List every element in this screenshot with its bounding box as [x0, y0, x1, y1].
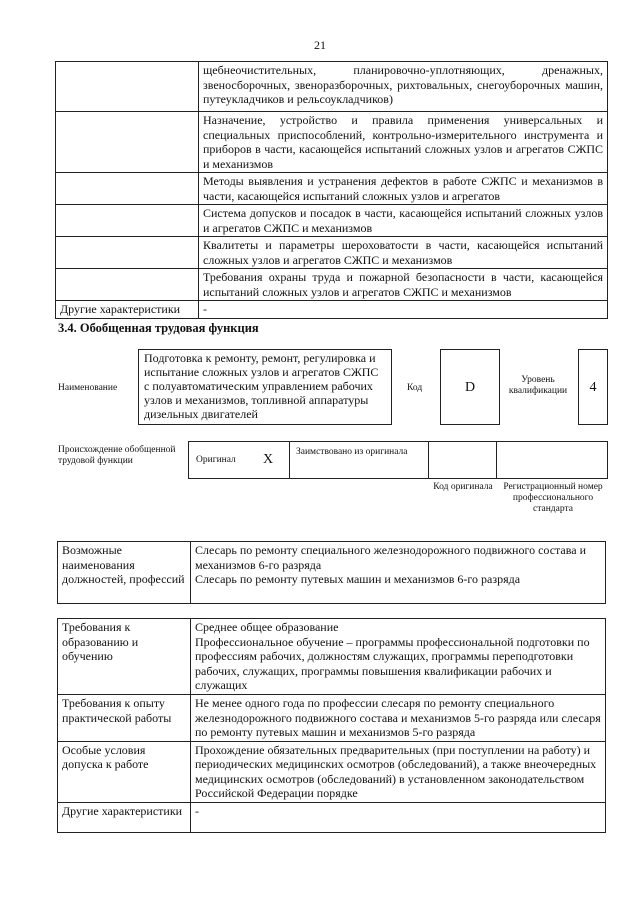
table-row: [56, 301, 608, 319]
table-cell-right: Методы выявления и устранения дефектов в работе СЖПС и механизмов в части, касающейся испытаний сложных узлов и агрегатов: [199, 173, 608, 205]
level-label: Уровень квалификации: [508, 375, 568, 396]
requirement-line: Среднее общее образование: [195, 620, 339, 634]
table-cell-right: Система допусков и посадок в части, касающейся испытаний сложных узлов и агрегатов СЖПС и механизмов: [199, 205, 608, 237]
table-row: [56, 269, 608, 301]
requirement-line: -: [195, 803, 199, 818]
code-label: Код: [407, 383, 423, 393]
table-row: [58, 802, 606, 832]
table-cell-left: [56, 62, 199, 112]
positions-table: [57, 541, 606, 604]
table-row: [58, 542, 606, 604]
table-cell-right: щебнеочистительных, планировочно-уплотняющих, дренажных, звеносборочных, звеноразборочных, рихтовальных, снегоуборочных машин, путеукладчиков и рельсоукладчиков): [199, 62, 608, 112]
table-cell-left: [56, 205, 199, 237]
table-row: [56, 237, 608, 269]
requirements-table: [57, 618, 606, 833]
page-number: 21: [314, 38, 326, 52]
table-cell-left: [56, 173, 199, 205]
level-value: 4: [578, 349, 608, 425]
table-row: [56, 112, 608, 173]
table-row: [58, 619, 606, 695]
requirement-value: [191, 741, 606, 802]
table-row: [58, 695, 606, 742]
table-row: [58, 741, 606, 802]
position-line: Слесарь по ремонту путевых машин и механизмов 6-го разряда: [195, 572, 521, 586]
table-row: [56, 173, 608, 205]
original-label: Оригинал: [196, 455, 236, 465]
requirement-value: [191, 695, 606, 742]
registration-caption: Регистрационный номер профессионального стандарта: [503, 482, 603, 514]
positions-label: Возможные наименования должностей, профессий: [58, 542, 191, 604]
section-title: 3.4. Обобщенная трудовая функция: [58, 321, 259, 335]
table-row: [56, 205, 608, 237]
requirement-line: Профессиональное обучение – программы профессиональной подготовки по профессиям рабочих, должностям служащих, программы переподготовки рабочих, служащих, программы повышения квалификации рабочих и служащих: [195, 634, 590, 692]
code-original-cell: [428, 441, 497, 479]
function-name: Подготовка к ремонту, ремонт, регулировка и испытание сложных узлов и агрегатов СЖПС с полуавтоматическим управлением рабочих узлов и механизмов, топливной аппаратуры дизельных двигателей: [138, 349, 392, 425]
code-value: D: [440, 349, 500, 425]
original-mark: X: [263, 452, 274, 467]
table-cell-left: [56, 269, 199, 301]
borrowed-cell: Заимствовано из оригинала: [289, 441, 429, 479]
table-cell-left: [56, 237, 199, 269]
table-row: [56, 62, 608, 112]
requirement-label: Другие характеристики: [58, 802, 191, 832]
table-cell-left: Другие характеристики: [56, 301, 199, 319]
positions-values: [191, 542, 606, 604]
name-label: Наименование: [58, 383, 118, 393]
requirement-value: [191, 619, 606, 695]
table-cell-left: [56, 112, 199, 173]
table-cell-right: -: [199, 301, 608, 319]
knowledge-table: [55, 61, 608, 319]
original-cell: [188, 441, 290, 479]
requirement-label: Особые условия допуска к работе: [58, 741, 191, 802]
requirement-value: [191, 802, 606, 832]
requirement-line: Не менее одного года по профессии слесаря по ремонту специального железнодорожного подвижного состава и механизмов 5-го разряда или слесаря по ремонту путевых машин и механизмов 5-го разряда: [195, 696, 601, 739]
code-original-caption: Код оригинала: [433, 482, 493, 492]
table-cell-right: Назначение, устройство и правила применения универсальных и специальных приспособлений, контрольно-измерительного инструмента и приборов в части, касающейся испытаний сложных узлов и агрегатов СЖПС и механизмов: [199, 112, 608, 173]
origin-label: Происхождение обобщенной трудовой функции: [58, 445, 176, 466]
requirement-line: Прохождение обязательных предварительных (при поступлении на работу) и периодических медицинских осмотров (обследований), а также внеочередных медицинских осмотров (обследований) в установленном законодательством Российской Федерации порядке: [195, 742, 597, 800]
requirement-label: Требования к образованию и обучению: [58, 619, 191, 695]
table-cell-right: Требования охраны труда и пожарной безопасности в части, касающейся испытаний сложных узлов и агрегатов СЖПС и механизмов: [199, 269, 608, 301]
requirement-label: Требования к опыту практической работы: [58, 695, 191, 742]
registration-cell: [496, 441, 608, 479]
table-cell-right: Квалитеты и параметры шероховатости в части, касающейся испытаний сложных узлов и агрегатов СЖПС и механизмов: [199, 237, 608, 269]
position-line: Слесарь по ремонту специального железнодорожного подвижного состава и механизмов 6-го разряда: [195, 543, 587, 572]
